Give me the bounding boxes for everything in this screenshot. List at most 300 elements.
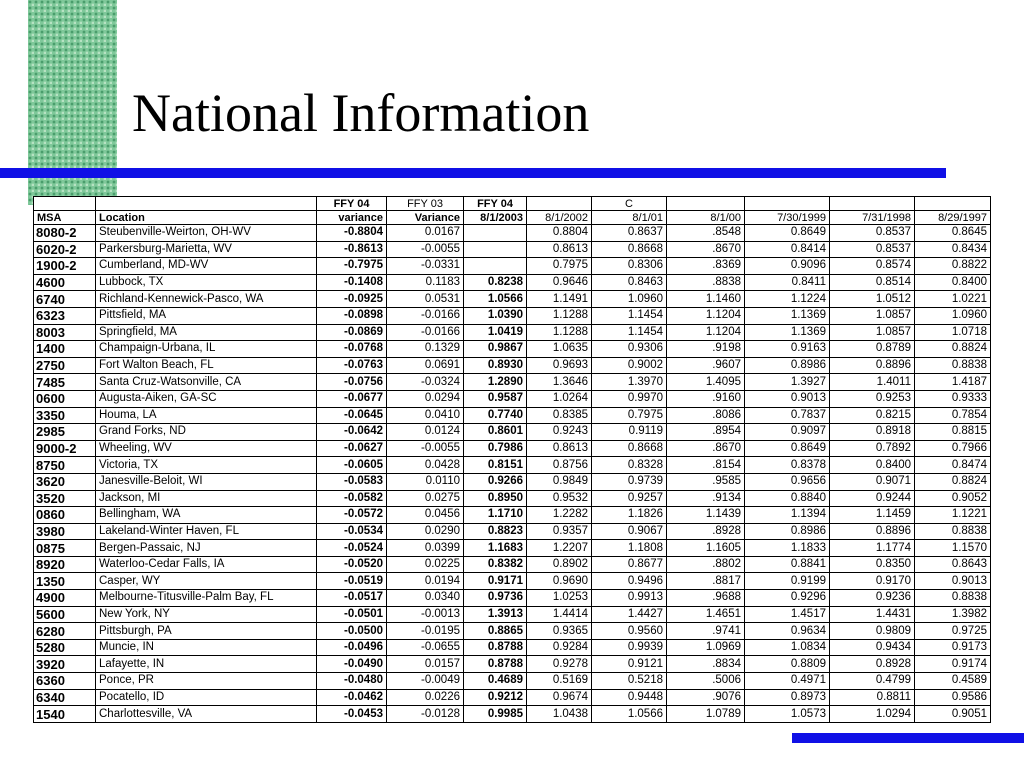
cell-value-2003: 0.4689 — [464, 673, 527, 690]
table-row — [34, 341, 991, 358]
cell-value-1999: 0.8986 — [745, 357, 830, 374]
cell-value-2000: 1.4095 — [667, 374, 745, 391]
cell-msa: 6360 — [34, 673, 96, 690]
cell-msa: 1400 — [34, 341, 96, 358]
cell-value-1997: 0.8643 — [915, 556, 991, 573]
table-row — [34, 606, 991, 623]
bottom-accent-line — [792, 733, 1024, 743]
cell-msa: 6280 — [34, 623, 96, 640]
cell-value-2001: 0.7975 — [592, 407, 667, 424]
cell-value-1998: 0.9170 — [830, 573, 915, 590]
cell-value-1997: 1.4187 — [915, 374, 991, 391]
cell-value-2001: 1.1454 — [592, 324, 667, 341]
cell-value-2002: 0.8613 — [527, 440, 592, 457]
cell-value-2003: 0.8151 — [464, 457, 527, 474]
cell-value-2003 — [464, 258, 527, 275]
cell-value-2002: 0.9674 — [527, 689, 592, 706]
cell-value-2002: 1.3646 — [527, 374, 592, 391]
header-cell — [34, 197, 96, 211]
cell-location: Santa Cruz-Watsonville, CA — [96, 374, 317, 391]
cell-value-2001: 0.9739 — [592, 473, 667, 490]
cell-location: Fort Walton Beach, FL — [96, 357, 317, 374]
cell-ffy04-variance: -0.7975 — [317, 258, 387, 275]
column-header-1998: 7/31/1998 — [830, 211, 915, 225]
cell-value-1998: 0.9244 — [830, 490, 915, 507]
data-table-container — [33, 196, 990, 723]
cell-location: Victoria, TX — [96, 457, 317, 474]
cell-value-2003: 1.0566 — [464, 291, 527, 308]
cell-value-2003: 0.9867 — [464, 341, 527, 358]
cell-value-1998: 0.7892 — [830, 440, 915, 457]
header-cell — [745, 197, 830, 211]
table-row — [34, 639, 991, 656]
cell-ffy03-variance: 0.1183 — [387, 274, 464, 291]
cell-value-2000: .8802 — [667, 556, 745, 573]
cell-ffy04-variance: -0.0925 — [317, 291, 387, 308]
cell-location: Lafayette, IN — [96, 656, 317, 673]
cell-value-2002: 0.9693 — [527, 357, 592, 374]
table-row — [34, 507, 991, 524]
table-row — [34, 706, 991, 723]
cell-value-2000: .8928 — [667, 523, 745, 540]
cell-value-1997: 0.8400 — [915, 274, 991, 291]
cell-value-1998: 1.1774 — [830, 540, 915, 557]
cell-value-2000: 1.0789 — [667, 706, 745, 723]
header-cell — [830, 197, 915, 211]
cell-ffy04-variance: -0.8613 — [317, 241, 387, 258]
cell-msa: 0860 — [34, 507, 96, 524]
cell-location: Charlottesville, VA — [96, 706, 317, 723]
cell-value-1999: 0.9163 — [745, 341, 830, 358]
cell-value-2003: 1.3913 — [464, 606, 527, 623]
cell-value-1999: 0.9656 — [745, 473, 830, 490]
cell-ffy03-variance: -0.0055 — [387, 440, 464, 457]
cell-value-2001: 0.9002 — [592, 357, 667, 374]
cell-location: Waterloo-Cedar Falls, IA — [96, 556, 317, 573]
cell-value-2002: 1.1491 — [527, 291, 592, 308]
cell-value-2001: 0.9257 — [592, 490, 667, 507]
cell-value-1997: 0.8434 — [915, 241, 991, 258]
cell-value-2000: 1.0969 — [667, 639, 745, 656]
cell-value-1999: 0.8986 — [745, 523, 830, 540]
cell-ffy04-variance: -0.0517 — [317, 590, 387, 607]
header-row-years — [34, 197, 991, 211]
cell-ffy03-variance: -0.0055 — [387, 241, 464, 258]
cell-value-2001: 0.5218 — [592, 673, 667, 690]
cell-value-1997: 1.3982 — [915, 606, 991, 623]
cell-value-1998: 0.8215 — [830, 407, 915, 424]
cell-value-2003: 0.9171 — [464, 573, 527, 590]
cell-ffy03-variance: -0.0331 — [387, 258, 464, 275]
cell-ffy03-variance: 0.1329 — [387, 341, 464, 358]
cell-value-1997: 0.7854 — [915, 407, 991, 424]
cell-ffy03-variance: 0.0226 — [387, 689, 464, 706]
cell-value-1999: 1.4517 — [745, 606, 830, 623]
cell-msa: 4600 — [34, 274, 96, 291]
cell-msa: 3920 — [34, 656, 96, 673]
cell-value-1997: 0.8824 — [915, 341, 991, 358]
cell-value-2001: 0.8306 — [592, 258, 667, 275]
table-row — [34, 390, 991, 407]
cell-ffy04-variance: -0.0462 — [317, 689, 387, 706]
cell-msa: 5600 — [34, 606, 96, 623]
cell-value-2000: .9076 — [667, 689, 745, 706]
cell-value-2002: 1.2282 — [527, 507, 592, 524]
column-header-ffy03-variance: Variance — [387, 211, 464, 225]
cell-value-2000: .8670 — [667, 440, 745, 457]
cell-ffy03-variance: 0.0691 — [387, 357, 464, 374]
cell-value-2002: 0.9284 — [527, 639, 592, 656]
cell-value-1997: 0.8838 — [915, 523, 991, 540]
cell-value-2002: 1.1288 — [527, 324, 592, 341]
cell-value-2003: 0.7740 — [464, 407, 527, 424]
table-row — [34, 440, 991, 457]
cell-value-2002: 1.4414 — [527, 606, 592, 623]
cell-value-2001: 0.9306 — [592, 341, 667, 358]
cell-value-2003: 0.8823 — [464, 523, 527, 540]
cell-ffy04-variance: -0.0490 — [317, 656, 387, 673]
cell-value-1999: 0.9296 — [745, 590, 830, 607]
cell-value-2000: .8954 — [667, 424, 745, 441]
cell-value-2000: .8838 — [667, 274, 745, 291]
cell-ffy03-variance: 0.0531 — [387, 291, 464, 308]
cell-value-2003: 0.8601 — [464, 424, 527, 441]
table-row — [34, 457, 991, 474]
cell-value-2000: .8086 — [667, 407, 745, 424]
cell-ffy03-variance: 0.0410 — [387, 407, 464, 424]
cell-value-2002: 1.0635 — [527, 341, 592, 358]
column-header-location: Location — [96, 211, 317, 225]
cell-value-2000: 1.1605 — [667, 540, 745, 557]
cell-msa: 8750 — [34, 457, 96, 474]
cell-value-1997: 0.8815 — [915, 424, 991, 441]
cell-value-2000: .5006 — [667, 673, 745, 690]
column-header-ffy04-variance: variance — [317, 211, 387, 225]
cell-value-2003: 0.8382 — [464, 556, 527, 573]
cell-value-2003: 1.0419 — [464, 324, 527, 341]
cell-value-2003: 0.9736 — [464, 590, 527, 607]
header-cell — [667, 197, 745, 211]
cell-ffy03-variance: 0.0340 — [387, 590, 464, 607]
table-row — [34, 556, 991, 573]
cell-msa: 3350 — [34, 407, 96, 424]
cell-value-2002: 0.8804 — [527, 225, 592, 242]
cell-value-2001: 1.1826 — [592, 507, 667, 524]
cell-value-1998: 0.8514 — [830, 274, 915, 291]
cell-msa: 8003 — [34, 324, 96, 341]
cell-value-2001: 1.4427 — [592, 606, 667, 623]
cell-value-2002: 1.0264 — [527, 390, 592, 407]
column-header-2000: 8/1/00 — [667, 211, 745, 225]
cell-location: Pocatello, ID — [96, 689, 317, 706]
top-accent-line — [0, 168, 946, 178]
cell-value-2001: 0.8677 — [592, 556, 667, 573]
cell-msa: 9000-2 — [34, 440, 96, 457]
cell-value-1999: 0.9199 — [745, 573, 830, 590]
cell-value-2002: 0.8756 — [527, 457, 592, 474]
cell-msa: 6740 — [34, 291, 96, 308]
cell-value-1998: 1.0857 — [830, 324, 915, 341]
cell-value-1999: 0.8411 — [745, 274, 830, 291]
cell-value-1997: 0.8824 — [915, 473, 991, 490]
cell-value-1998: 0.9071 — [830, 473, 915, 490]
cell-value-2000: .9741 — [667, 623, 745, 640]
cell-value-1998: 0.8896 — [830, 523, 915, 540]
cell-location: Lubbock, TX — [96, 274, 317, 291]
cell-value-1998: 1.1459 — [830, 507, 915, 524]
cell-value-2002: 0.9357 — [527, 523, 592, 540]
cell-msa: 0875 — [34, 540, 96, 557]
table-row — [34, 241, 991, 258]
cell-value-2003: 0.9212 — [464, 689, 527, 706]
cell-value-1997: 0.8645 — [915, 225, 991, 242]
cell-value-2000: .8817 — [667, 573, 745, 590]
table-row — [34, 324, 991, 341]
cell-value-1999: 0.4971 — [745, 673, 830, 690]
cell-msa: 1540 — [34, 706, 96, 723]
table-body — [34, 225, 991, 723]
cell-value-2001: 0.8668 — [592, 241, 667, 258]
cell-msa: 4900 — [34, 590, 96, 607]
cell-value-2001: 0.9913 — [592, 590, 667, 607]
cell-ffy04-variance: -0.0520 — [317, 556, 387, 573]
cell-value-2001: 0.9496 — [592, 573, 667, 590]
cell-ffy04-variance: -0.0534 — [317, 523, 387, 540]
cell-value-1998: 0.8400 — [830, 457, 915, 474]
cell-msa: 7485 — [34, 374, 96, 391]
cell-value-2003: 0.8238 — [464, 274, 527, 291]
cell-value-2002: 0.5169 — [527, 673, 592, 690]
cell-location: Casper, WY — [96, 573, 317, 590]
cell-msa: 5280 — [34, 639, 96, 656]
cell-value-1997: 1.0718 — [915, 324, 991, 341]
cell-ffy03-variance: -0.0655 — [387, 639, 464, 656]
cell-location: Melbourne-Titusville-Palm Bay, FL — [96, 590, 317, 607]
cell-value-2001: 0.9448 — [592, 689, 667, 706]
table-row — [34, 656, 991, 673]
cell-value-2000: 1.1204 — [667, 324, 745, 341]
cell-value-1998: 0.9434 — [830, 639, 915, 656]
cell-ffy03-variance: -0.0195 — [387, 623, 464, 640]
cell-value-1997: 0.9174 — [915, 656, 991, 673]
cell-ffy04-variance: -0.0583 — [317, 473, 387, 490]
cell-location: Ponce, PR — [96, 673, 317, 690]
cell-location: Jackson, MI — [96, 490, 317, 507]
cell-ffy03-variance: 0.0194 — [387, 573, 464, 590]
cell-value-1999: 0.8414 — [745, 241, 830, 258]
cell-ffy03-variance: 0.0428 — [387, 457, 464, 474]
table-row — [34, 590, 991, 607]
cell-location: Steubenville-Weirton, OH-WV — [96, 225, 317, 242]
cell-value-1998: 1.4431 — [830, 606, 915, 623]
cell-value-1999: 0.7837 — [745, 407, 830, 424]
cell-value-1997: 0.7966 — [915, 440, 991, 457]
cell-value-2002: 0.8385 — [527, 407, 592, 424]
cell-location: Richland-Kennewick-Pasco, WA — [96, 291, 317, 308]
cell-value-1998: 1.0857 — [830, 307, 915, 324]
column-header-1997: 8/29/1997 — [915, 211, 991, 225]
cell-ffy04-variance: -0.0572 — [317, 507, 387, 524]
cell-value-1997: 0.9725 — [915, 623, 991, 640]
cell-ffy04-variance: -0.0627 — [317, 440, 387, 457]
cell-ffy04-variance: -0.0519 — [317, 573, 387, 590]
cell-ffy04-variance: -0.0480 — [317, 673, 387, 690]
cell-value-2000: .8369 — [667, 258, 745, 275]
column-header-2001: 8/1/01 — [592, 211, 667, 225]
table-row — [34, 573, 991, 590]
cell-value-2000: .9160 — [667, 390, 745, 407]
cell-value-1998: 0.8896 — [830, 357, 915, 374]
cell-ffy03-variance: 0.0275 — [387, 490, 464, 507]
cell-value-1999: 1.1833 — [745, 540, 830, 557]
cell-ffy03-variance: 0.0110 — [387, 473, 464, 490]
cell-ffy04-variance: -0.0756 — [317, 374, 387, 391]
cell-value-2000: .9134 — [667, 490, 745, 507]
cell-value-1997: 0.9051 — [915, 706, 991, 723]
cell-value-1998: 0.8574 — [830, 258, 915, 275]
cell-value-2003: 0.8865 — [464, 623, 527, 640]
cell-value-2003: 1.2890 — [464, 374, 527, 391]
slide-title: National Information — [132, 83, 590, 143]
cell-location: Bellingham, WA — [96, 507, 317, 524]
table-row — [34, 473, 991, 490]
table-row — [34, 258, 991, 275]
cell-value-1998: 0.8928 — [830, 656, 915, 673]
cell-value-1997: 0.9586 — [915, 689, 991, 706]
cell-location: Lakeland-Winter Haven, FL — [96, 523, 317, 540]
cell-location: Parkersburg-Marietta, WV — [96, 241, 317, 258]
cell-location: Wheeling, WV — [96, 440, 317, 457]
cell-ffy04-variance: -0.0763 — [317, 357, 387, 374]
cell-value-1999: 1.1394 — [745, 507, 830, 524]
cell-ffy03-variance: -0.0166 — [387, 307, 464, 324]
cell-value-1997: 1.1570 — [915, 540, 991, 557]
table-row — [34, 225, 991, 242]
cell-msa: 6323 — [34, 307, 96, 324]
table-row — [34, 673, 991, 690]
cell-ffy04-variance: -0.0677 — [317, 390, 387, 407]
cell-value-1999: 0.8973 — [745, 689, 830, 706]
cell-value-2001: 0.9121 — [592, 656, 667, 673]
cell-value-2002: 0.9278 — [527, 656, 592, 673]
cell-value-1998: 0.8918 — [830, 424, 915, 441]
cell-value-1999: 0.8841 — [745, 556, 830, 573]
cell-value-2003 — [464, 241, 527, 258]
cell-value-1999: 1.1369 — [745, 324, 830, 341]
cell-value-2002: 0.8902 — [527, 556, 592, 573]
cell-msa: 0600 — [34, 390, 96, 407]
cell-value-1999: 1.0834 — [745, 639, 830, 656]
cell-value-1999: 0.8378 — [745, 457, 830, 474]
cell-msa: 1900-2 — [34, 258, 96, 275]
cell-value-2002: 0.9646 — [527, 274, 592, 291]
cell-msa: 3620 — [34, 473, 96, 490]
cell-ffy04-variance: -0.1408 — [317, 274, 387, 291]
cell-value-2003: 1.0390 — [464, 307, 527, 324]
cell-value-1997: 0.9052 — [915, 490, 991, 507]
cell-value-1999: 1.1369 — [745, 307, 830, 324]
table-row — [34, 407, 991, 424]
cell-value-1999: 1.0573 — [745, 706, 830, 723]
cell-value-1997: 0.9173 — [915, 639, 991, 656]
column-header-2002: 8/1/2002 — [527, 211, 592, 225]
cell-ffy03-variance: 0.0167 — [387, 225, 464, 242]
cell-value-2001: 1.0566 — [592, 706, 667, 723]
cell-ffy03-variance: 0.0456 — [387, 507, 464, 524]
header-cell — [527, 197, 592, 211]
table-row — [34, 307, 991, 324]
cell-value-2003: 1.1683 — [464, 540, 527, 557]
cell-ffy03-variance: -0.0166 — [387, 324, 464, 341]
cell-value-1998: 0.8537 — [830, 225, 915, 242]
cell-value-2002: 0.8613 — [527, 241, 592, 258]
cell-location: Champaign-Urbana, IL — [96, 341, 317, 358]
cell-value-1999: 0.9097 — [745, 424, 830, 441]
cell-value-2002: 1.2207 — [527, 540, 592, 557]
cell-location: Pittsfield, MA — [96, 307, 317, 324]
header-cell — [96, 197, 317, 211]
cell-value-2002: 0.9849 — [527, 473, 592, 490]
cell-value-2003: 0.8930 — [464, 357, 527, 374]
cell-value-2001: 0.8668 — [592, 440, 667, 457]
column-header-msa: MSA — [34, 211, 96, 225]
cell-value-1998: 0.8789 — [830, 341, 915, 358]
cell-location: Cumberland, MD-WV — [96, 258, 317, 275]
header-row-columns — [34, 211, 991, 225]
column-header-1999: 7/30/1999 — [745, 211, 830, 225]
cell-location: New York, NY — [96, 606, 317, 623]
cell-value-1998: 0.9809 — [830, 623, 915, 640]
cell-msa: 6340 — [34, 689, 96, 706]
cell-value-2000: .8834 — [667, 656, 745, 673]
cell-value-2002: 1.0253 — [527, 590, 592, 607]
cell-value-2000: .9198 — [667, 341, 745, 358]
cell-value-1999: 0.9096 — [745, 258, 830, 275]
cell-value-2001: 0.8463 — [592, 274, 667, 291]
msa-data-table — [33, 196, 991, 723]
cell-msa: 8080-2 — [34, 225, 96, 242]
cell-value-2002: 0.7975 — [527, 258, 592, 275]
table-row — [34, 274, 991, 291]
cell-msa: 6020-2 — [34, 241, 96, 258]
cell-value-1999: 0.9013 — [745, 390, 830, 407]
cell-value-2001: 0.8328 — [592, 457, 667, 474]
cell-ffy04-variance: -0.0501 — [317, 606, 387, 623]
table-row — [34, 689, 991, 706]
table-row — [34, 357, 991, 374]
cell-ffy04-variance: -0.0582 — [317, 490, 387, 507]
column-header-2003: 8/1/2003 — [464, 211, 527, 225]
cell-value-2003: 0.9587 — [464, 390, 527, 407]
table-row — [34, 523, 991, 540]
cell-value-1997: 0.9013 — [915, 573, 991, 590]
cell-value-2003: 0.8788 — [464, 656, 527, 673]
cell-ffy04-variance: -0.0524 — [317, 540, 387, 557]
cell-value-1998: 1.0294 — [830, 706, 915, 723]
cell-ffy03-variance: 0.0294 — [387, 390, 464, 407]
cell-value-2002: 0.9690 — [527, 573, 592, 590]
cell-value-2003: 1.1710 — [464, 507, 527, 524]
cell-value-1998: 0.8350 — [830, 556, 915, 573]
cell-value-2000: .8548 — [667, 225, 745, 242]
cell-ffy03-variance: -0.0013 — [387, 606, 464, 623]
cell-value-1998: 1.0512 — [830, 291, 915, 308]
cell-value-1999: 0.8809 — [745, 656, 830, 673]
cell-value-2003: 0.8950 — [464, 490, 527, 507]
cell-location: Houma, LA — [96, 407, 317, 424]
cell-value-2000: 1.1439 — [667, 507, 745, 524]
cell-msa: 2985 — [34, 424, 96, 441]
